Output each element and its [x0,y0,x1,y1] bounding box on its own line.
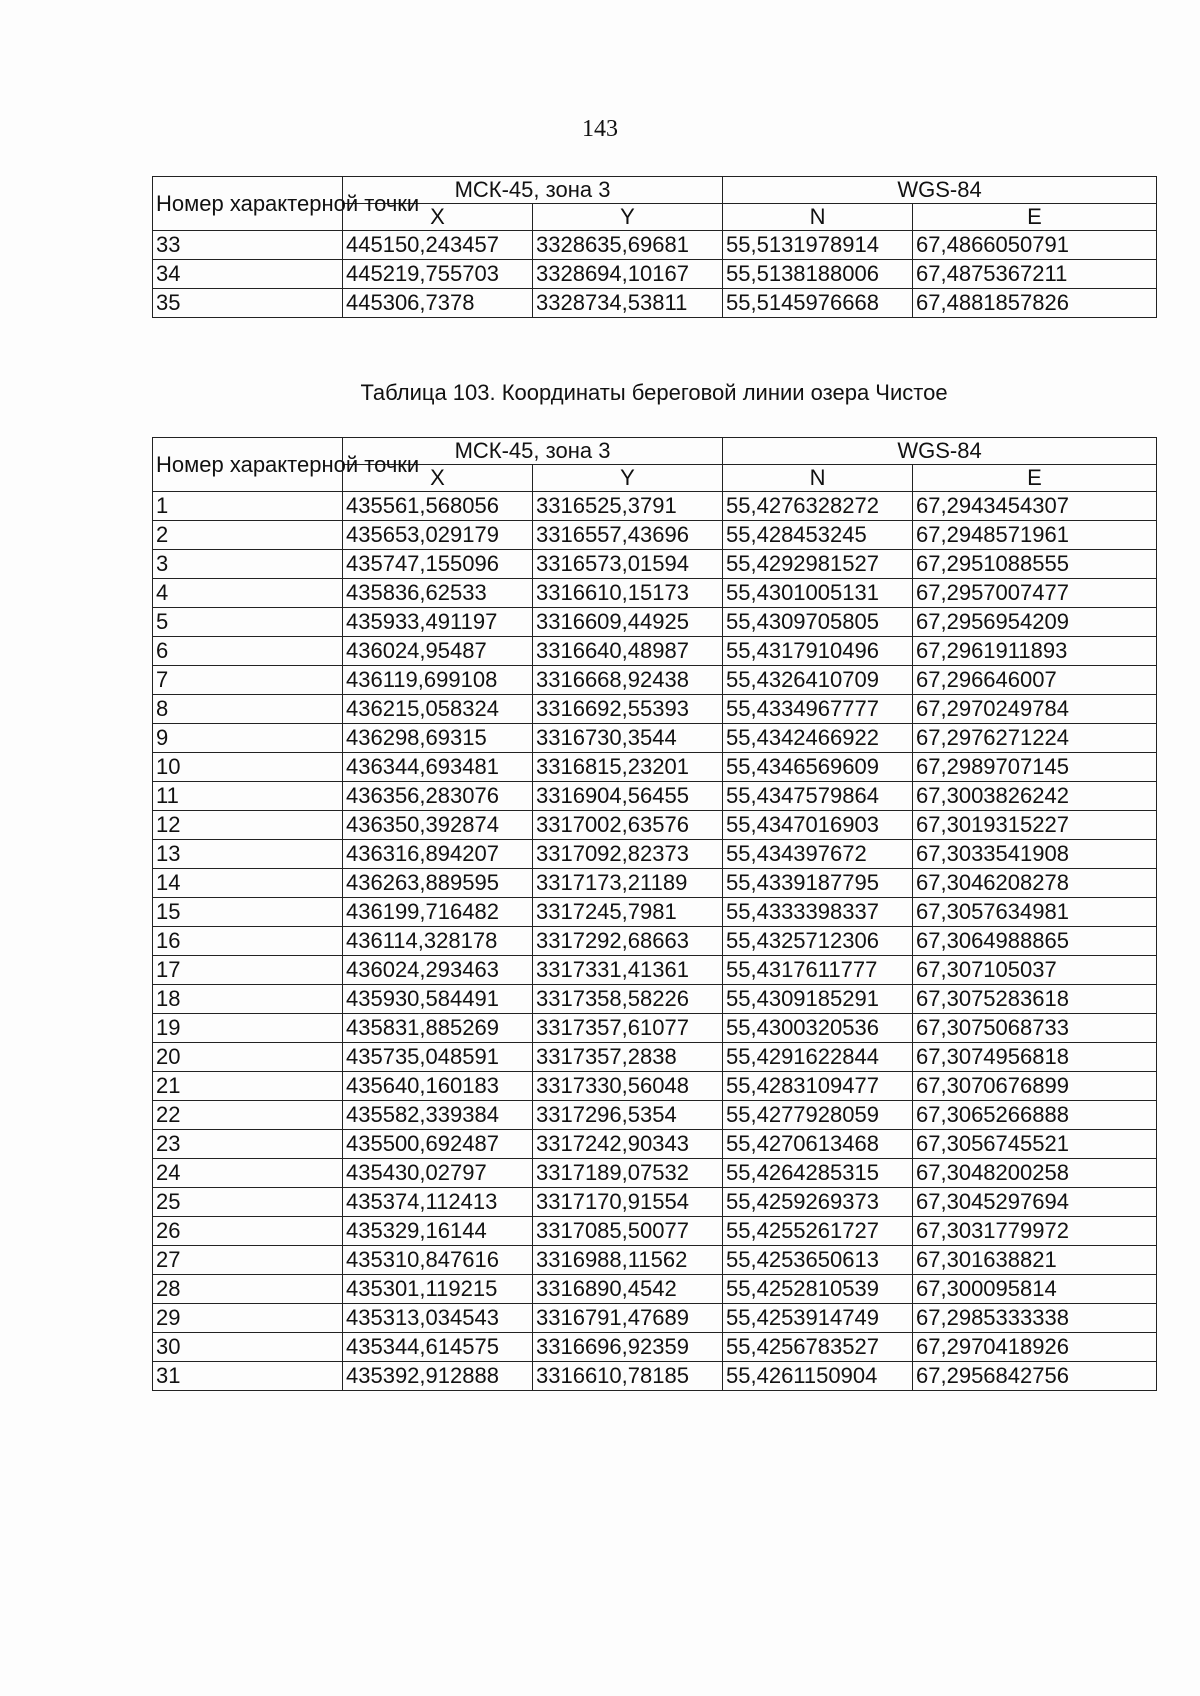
table-row [153,637,1157,666]
table-row [153,869,1157,898]
n-cell: 55,4253914749 [723,1304,913,1333]
coordinates-table-103 [152,437,1157,1391]
n-header: N [723,204,913,231]
e-cell: 67,2943454307 [913,492,1157,521]
table-row [153,579,1157,608]
y-cell: 3317357,61077 [533,1014,723,1043]
e-header: E [913,465,1157,492]
y-cell: 3316610,15173 [533,579,723,608]
x-cell: 435561,568056 [343,492,533,521]
e-cell: 67,307105037 [913,956,1157,985]
y-cell: 3328635,69681 [533,231,723,260]
e-cell: 67,301638821 [913,1246,1157,1275]
n-cell: 55,4291622844 [723,1043,913,1072]
y-cell: 3316890,4542 [533,1275,723,1304]
point-number-cell: 6 [153,637,343,666]
n-cell: 55,4283109477 [723,1072,913,1101]
point-number-cell: 35 [153,289,343,318]
n-cell: 55,4300320536 [723,1014,913,1043]
x-cell: 445150,243457 [343,231,533,260]
point-number-cell: 17 [153,956,343,985]
point-number-header: Номер характерной точки [153,438,343,492]
y-cell: 3316988,11562 [533,1246,723,1275]
table-row [153,898,1157,927]
table-row [153,492,1157,521]
n-cell: 55,4317910496 [723,637,913,666]
e-cell: 67,3056745521 [913,1130,1157,1159]
table-row [153,1014,1157,1043]
point-number-cell: 22 [153,1101,343,1130]
n-cell: 55,4326410709 [723,666,913,695]
table-row [153,1246,1157,1275]
point-number-cell: 10 [153,753,343,782]
table-row [153,840,1157,869]
x-cell: 435831,885269 [343,1014,533,1043]
y-cell: 3316730,3544 [533,724,723,753]
n-cell: 55,4264285315 [723,1159,913,1188]
table-row [153,666,1157,695]
e-cell: 67,3045297694 [913,1188,1157,1217]
n-cell: 55,428453245 [723,521,913,550]
y-cell: 3317296,5354 [533,1101,723,1130]
x-cell: 445306,7378 [343,289,533,318]
table-row [153,811,1157,840]
point-number-cell: 34 [153,260,343,289]
y-cell: 3316610,78185 [533,1362,723,1391]
e-cell: 67,2957007477 [913,579,1157,608]
x-cell: 435640,160183 [343,1072,533,1101]
table-row [153,1188,1157,1217]
table-row [153,927,1157,956]
point-number-cell: 9 [153,724,343,753]
point-number-cell: 12 [153,811,343,840]
point-number-cell: 29 [153,1304,343,1333]
y-cell: 3316904,56455 [533,782,723,811]
table-top-body [153,231,1157,318]
y-cell: 3316640,48987 [533,637,723,666]
x-cell: 445219,755703 [343,260,533,289]
point-number-cell: 21 [153,1072,343,1101]
n-cell: 55,4309705805 [723,608,913,637]
table-row [153,753,1157,782]
table-row [153,289,1157,318]
e-cell: 67,2985333338 [913,1304,1157,1333]
point-number-cell: 13 [153,840,343,869]
x-cell: 435329,16144 [343,1217,533,1246]
msk-header: МСК-45, зона 3 [343,438,723,465]
page-number: 143 [582,116,618,142]
e-cell: 67,2989707145 [913,753,1157,782]
n-cell: 55,5131978914 [723,231,913,260]
y-cell: 3317357,2838 [533,1043,723,1072]
x-header: X [343,204,533,231]
x-cell: 436316,894207 [343,840,533,869]
e-cell: 67,2948571961 [913,521,1157,550]
y-cell: 3316557,43696 [533,521,723,550]
n-cell: 55,4276328272 [723,492,913,521]
e-cell: 67,2970418926 [913,1333,1157,1362]
y-cell: 3317170,91554 [533,1188,723,1217]
x-cell: 435374,112413 [343,1188,533,1217]
n-cell: 55,4256783527 [723,1333,913,1362]
n-cell: 55,4261150904 [723,1362,913,1391]
y-cell: 3316791,47689 [533,1304,723,1333]
point-number-cell: 2 [153,521,343,550]
e-cell: 67,3057634981 [913,898,1157,927]
point-number-cell: 8 [153,695,343,724]
n-cell: 55,4259269373 [723,1188,913,1217]
n-cell: 55,5145976668 [723,289,913,318]
y-cell: 3317085,50077 [533,1217,723,1246]
table-row [153,985,1157,1014]
n-cell: 55,434397672 [723,840,913,869]
y-cell: 3317002,63576 [533,811,723,840]
point-number-cell: 30 [153,1333,343,1362]
e-cell: 67,3075283618 [913,985,1157,1014]
table-row [153,724,1157,753]
table-row [153,260,1157,289]
x-cell: 436199,716482 [343,898,533,927]
y-cell: 3317245,7981 [533,898,723,927]
table-row [153,1159,1157,1188]
point-number-cell: 20 [153,1043,343,1072]
y-cell: 3316815,23201 [533,753,723,782]
n-cell: 55,4333398337 [723,898,913,927]
table-row [153,1043,1157,1072]
e-cell: 67,4866050791 [913,231,1157,260]
coordinates-table-top [152,176,1157,318]
e-cell: 67,3064988865 [913,927,1157,956]
point-number-cell: 19 [153,1014,343,1043]
e-cell: 67,2951088555 [913,550,1157,579]
point-number-cell: 26 [153,1217,343,1246]
x-cell: 436356,283076 [343,782,533,811]
n-cell: 55,5138188006 [723,260,913,289]
table-row [153,1275,1157,1304]
n-cell: 55,4317611777 [723,956,913,985]
e-cell: 67,3070676899 [913,1072,1157,1101]
x-cell: 435392,912888 [343,1362,533,1391]
x-cell: 435836,62533 [343,579,533,608]
e-cell: 67,300095814 [913,1275,1157,1304]
x-cell: 435747,155096 [343,550,533,579]
table-row [153,782,1157,811]
point-number-cell: 5 [153,608,343,637]
point-number-cell: 27 [153,1246,343,1275]
x-cell: 436350,392874 [343,811,533,840]
table-row [153,1362,1157,1391]
table-row [153,521,1157,550]
point-number-cell: 25 [153,1188,343,1217]
e-cell: 67,3065266888 [913,1101,1157,1130]
table-row [153,1072,1157,1101]
y-header: Y [533,204,723,231]
point-number-cell: 3 [153,550,343,579]
x-cell: 435301,119215 [343,1275,533,1304]
n-cell: 55,4301005131 [723,579,913,608]
y-cell: 3317331,41361 [533,956,723,985]
wgs-header: WGS-84 [723,177,1157,204]
point-number-cell: 18 [153,985,343,1014]
e-header: E [913,204,1157,231]
x-cell: 436114,328178 [343,927,533,956]
y-cell: 3316525,3791 [533,492,723,521]
x-cell: 435310,847616 [343,1246,533,1275]
e-cell: 67,2976271224 [913,724,1157,753]
y-cell: 3316692,55393 [533,695,723,724]
point-number-cell: 1 [153,492,343,521]
x-cell: 435735,048591 [343,1043,533,1072]
x-cell: 435933,491197 [343,608,533,637]
e-cell: 67,2956842756 [913,1362,1157,1391]
y-cell: 3317358,58226 [533,985,723,1014]
table-row [153,608,1157,637]
n-cell: 55,4347016903 [723,811,913,840]
wgs-header: WGS-84 [723,438,1157,465]
point-number-cell: 31 [153,1362,343,1391]
x-cell: 436298,69315 [343,724,533,753]
point-number-cell: 24 [153,1159,343,1188]
table-caption: Таблица 103. Координаты береговой линии озера Чистое [360,380,948,405]
x-cell: 435582,339384 [343,1101,533,1130]
x-cell: 435313,034543 [343,1304,533,1333]
y-cell: 3316573,01594 [533,550,723,579]
x-cell: 435930,584491 [343,985,533,1014]
e-cell: 67,2970249784 [913,695,1157,724]
e-cell: 67,3019315227 [913,811,1157,840]
point-number-cell: 4 [153,579,343,608]
point-number-cell: 33 [153,231,343,260]
e-cell: 67,3033541908 [913,840,1157,869]
n-cell: 55,4277928059 [723,1101,913,1130]
x-cell: 436119,699108 [343,666,533,695]
x-header: X [343,465,533,492]
n-cell: 55,4334967777 [723,695,913,724]
e-cell: 67,2961911893 [913,637,1157,666]
y-header: Y [533,465,723,492]
e-cell: 67,3046208278 [913,869,1157,898]
y-cell: 3316696,92359 [533,1333,723,1362]
n-cell: 55,4342466922 [723,724,913,753]
y-cell: 3317242,90343 [533,1130,723,1159]
y-cell: 3317092,82373 [533,840,723,869]
e-cell: 67,3031779972 [913,1217,1157,1246]
n-cell: 55,4347579864 [723,782,913,811]
e-cell: 67,4881857826 [913,289,1157,318]
point-number-cell: 23 [153,1130,343,1159]
table-row [153,956,1157,985]
e-cell: 67,296646007 [913,666,1157,695]
point-number-cell: 15 [153,898,343,927]
table-row [153,1304,1157,1333]
table-row [153,550,1157,579]
n-cell: 55,4270613468 [723,1130,913,1159]
table-row [153,231,1157,260]
y-cell: 3317173,21189 [533,869,723,898]
e-cell: 67,2956954209 [913,608,1157,637]
n-cell: 55,4292981527 [723,550,913,579]
table-row [153,1217,1157,1246]
e-cell: 67,4875367211 [913,260,1157,289]
y-cell: 3328694,10167 [533,260,723,289]
table-row [153,1101,1157,1130]
y-cell: 3317189,07532 [533,1159,723,1188]
e-cell: 67,3074956818 [913,1043,1157,1072]
point-number-cell: 16 [153,927,343,956]
y-cell: 3317292,68663 [533,927,723,956]
x-cell: 436215,058324 [343,695,533,724]
x-cell: 436263,889595 [343,869,533,898]
point-number-cell: 28 [153,1275,343,1304]
msk-header: МСК-45, зона 3 [343,177,723,204]
table-103-body [153,492,1157,1391]
e-cell: 67,3003826242 [913,782,1157,811]
n-cell: 55,4309185291 [723,985,913,1014]
n-cell: 55,4325712306 [723,927,913,956]
e-cell: 67,3075068733 [913,1014,1157,1043]
point-number-header: Номер характерной точки [153,177,343,231]
y-cell: 3316668,92438 [533,666,723,695]
table-row [153,695,1157,724]
y-cell: 3316609,44925 [533,608,723,637]
x-cell: 435653,029179 [343,521,533,550]
x-cell: 436344,693481 [343,753,533,782]
x-cell: 435500,692487 [343,1130,533,1159]
x-cell: 435344,614575 [343,1333,533,1362]
n-cell: 55,4253650613 [723,1246,913,1275]
x-cell: 436024,95487 [343,637,533,666]
table-row [153,1333,1157,1362]
n-cell: 55,4346569609 [723,753,913,782]
n-cell: 55,4255261727 [723,1217,913,1246]
point-number-cell: 11 [153,782,343,811]
n-cell: 55,4339187795 [723,869,913,898]
y-cell: 3328734,53811 [533,289,723,318]
y-cell: 3317330,56048 [533,1072,723,1101]
e-cell: 67,3048200258 [913,1159,1157,1188]
table-row [153,1130,1157,1159]
x-cell: 435430,02797 [343,1159,533,1188]
point-number-cell: 7 [153,666,343,695]
point-number-cell: 14 [153,869,343,898]
n-header: N [723,465,913,492]
x-cell: 436024,293463 [343,956,533,985]
n-cell: 55,4252810539 [723,1275,913,1304]
